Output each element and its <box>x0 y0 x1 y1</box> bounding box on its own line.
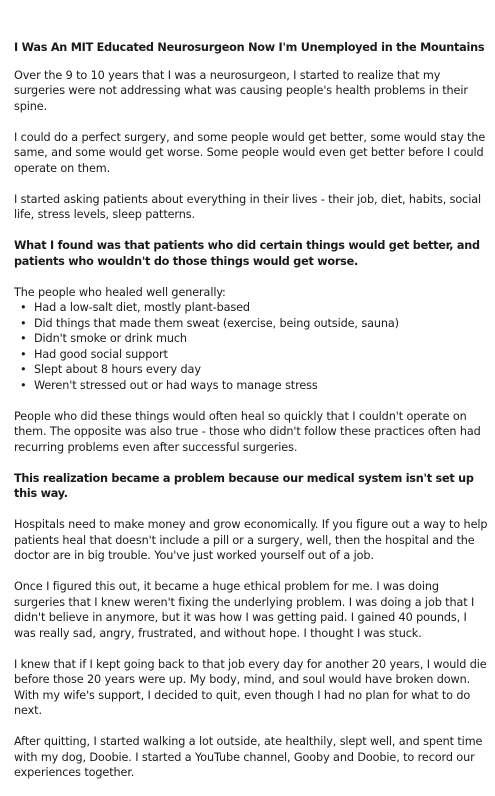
heading-finding: What I found was that patients who did certain things would get better, and patients who wouldn't do those things would get worse. <box>14 239 480 268</box>
list-item-text: Weren't stressed out or had ways to manage stress <box>34 378 318 392</box>
bullet-icon: • <box>20 363 27 376</box>
paragraph-intro: Over the 9 to 10 years that I was a neurosurgeon, I started to realize that my surgeries were not addressing what was causing people's health problems in their spine. <box>14 68 468 113</box>
bullet-icon: • <box>20 301 27 314</box>
paragraph-quick-healing: People who did these things would often heal so quickly that I couldn't operate on them. The opposite was also true - those who didn't follow these practices often had recurring problems even after successful surgeries. <box>14 409 481 454</box>
bullet-icon: • <box>20 378 27 392</box>
list-item-text: Didn't smoke or drink much <box>34 332 187 345</box>
paragraph-decision-to-quit: I knew that if I kept going back to that job every day for another 20 years, I would die before those 20 years were up. My body, mind, and soul would have broken down. With my wife's support, I decided to quit, even though I had no plan for what to do next. <box>14 657 487 717</box>
document-page <box>14 40 488 796</box>
paragraph-after-quitting: After quitting, I started walking a lot outside, ate healthily, slept well, and spent time with my dog, Doobie. I started a YouTube channel, Gooby and Doobie, to record our experiences together. <box>14 735 483 779</box>
list-item-text: Did things that made them sweat (exercise, being outside, sauna) <box>34 316 399 330</box>
paragraph-hospitals: Hospitals need to make money and grow economically. If you figure out a way to help patients heal that doesn't include a pill or a surgery, well, then the hospital and the doctor are in big trouble. You've just worked yourself out of a job. <box>14 518 488 562</box>
list-item <box>14 362 488 378</box>
list-item-text: Slept about 8 hours every day <box>34 363 201 376</box>
paragraph-surgery-outcomes: I could do a perfect surgery, and some people would get better, some would stay the same, and some would get worse. Some people would even get better before I could operate on them. <box>14 130 486 175</box>
list-item <box>14 378 488 394</box>
list-item <box>14 347 488 363</box>
bullet-icon: • <box>20 347 27 361</box>
heading-realization: This realization became a problem because our medical system isn't set up this way. <box>14 471 474 500</box>
list-intro: The people who healed well generally: <box>14 285 226 299</box>
healing-habits-list <box>14 300 488 393</box>
list-item <box>14 331 488 347</box>
list-item-text: Had a low-salt diet, mostly plant-based <box>34 301 250 314</box>
bullet-icon: • <box>20 316 27 330</box>
list-item <box>14 316 488 332</box>
list-item <box>14 300 488 316</box>
bullet-icon: • <box>20 332 27 345</box>
paragraph-asking-patients: I started asking patients about everything in their lives - their job, diet, habits, social life, stress levels, sleep patterns. <box>14 192 482 221</box>
document-title: I Was An MIT Educated Neurosurgeon Now I'm Unemployed in the Mountains <box>14 41 485 54</box>
list-item-text: Had good social support <box>34 347 168 361</box>
paragraph-ethical-problem: Once I figured this out, it became a huge ethical problem for me. I was doing surgeries that I knew weren't fixing the underlying problem. I was doing a job that I didn't believe in anymore, but it was how I was getting paid. I gained 40 pounds, I was really sad, angry, frustrated, and without hope. I thought I was stuck. <box>14 580 475 640</box>
